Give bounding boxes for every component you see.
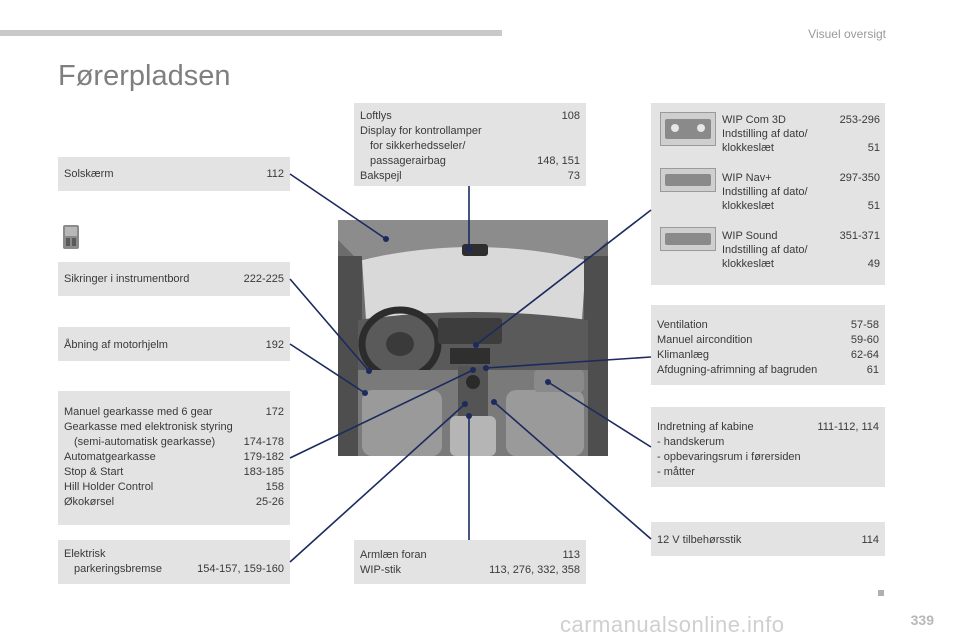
page-ref: 59-60 — [850, 334, 879, 346]
dashboard-illustration — [338, 220, 608, 456]
list-item: - måtter — [657, 466, 695, 478]
label: passagerairbag — [370, 155, 446, 167]
label: Manuel gearkasse med 6 gear — [64, 406, 213, 418]
label: Indstilling af dato/ — [722, 186, 808, 198]
page-ref: 51 — [867, 200, 880, 212]
label: klokkeslæt — [722, 142, 774, 154]
box-parkeringsbremse — [58, 540, 290, 584]
page-ref: 351-371 — [839, 230, 880, 242]
label: 12 V tilbehørsstik — [657, 534, 742, 546]
box-solskaerm — [58, 157, 290, 191]
page-ref: 192 — [265, 339, 284, 351]
label: Indretning af kabine — [657, 421, 754, 433]
label: Åbning af motorhjelm — [64, 339, 168, 351]
page-ref: 297-350 — [839, 172, 880, 184]
radio-wip-nav — [660, 168, 716, 192]
list-item: - opbevaringsrum i førersiden — [657, 451, 801, 463]
page-ref: 112 — [266, 168, 284, 180]
box-loftlys — [354, 103, 586, 186]
page-ref: 25-26 — [255, 496, 284, 508]
page-title: Førerpladsen — [58, 60, 231, 92]
box-indretning — [651, 407, 885, 487]
list-item: - handskerum — [657, 436, 725, 448]
page-ref: 111-112, 114 — [817, 421, 879, 433]
box-armlaen — [354, 540, 586, 584]
footer-dot — [878, 590, 884, 596]
label: Elektrisk — [64, 548, 106, 560]
box-gearkasse — [58, 391, 290, 525]
page-ref: 154-157, 159-160 — [197, 563, 284, 575]
label: Gearkasse med elektronisk styring — [64, 421, 233, 433]
box-sikringer — [58, 262, 290, 296]
page-ref: 174-178 — [243, 436, 284, 448]
label: parkeringsbremse — [74, 563, 163, 575]
label: Stop & Start — [64, 466, 124, 478]
label: for sikkerhedsseler/ — [370, 140, 466, 152]
wip-entry — [722, 229, 880, 271]
label: Ventilation — [657, 319, 708, 331]
page-ref: 179-182 — [243, 451, 284, 463]
label: WIP Nav+ — [722, 172, 772, 184]
page-ref: 61 — [866, 364, 879, 376]
fuse-icon — [62, 224, 80, 250]
label: klokkeslæt — [722, 200, 774, 212]
label: WIP Com 3D — [722, 114, 786, 126]
page-ref: 222-225 — [243, 273, 284, 285]
page-ref: 158 — [265, 481, 284, 493]
page-ref: 49 — [867, 258, 880, 270]
page-ref: 113 — [562, 549, 580, 561]
page-number: 339 — [910, 612, 934, 628]
page-ref: 183-185 — [243, 466, 284, 478]
page-ref: 51 — [867, 142, 880, 154]
label: klokkeslæt — [722, 258, 774, 270]
wip-entry — [722, 113, 880, 155]
page-ref: 57-58 — [850, 319, 879, 331]
radio-wip-com3d — [660, 112, 716, 146]
page-ref: 253-296 — [839, 114, 880, 126]
label: Loftlys — [360, 110, 392, 122]
label: Økokørsel — [64, 496, 115, 508]
label: Bakspejl — [360, 170, 402, 182]
page-ref: 113, 276, 332, 358 — [489, 564, 580, 576]
label: Indstilling af dato/ — [722, 244, 808, 256]
box-ventilation — [651, 305, 885, 385]
label: Afdugning-afrimning af bagruden — [657, 364, 818, 376]
label: Hill Holder Control — [64, 481, 154, 493]
label: Klimanlæg — [657, 349, 709, 361]
section-label: Visuel oversigt — [808, 27, 886, 41]
label: (semi-automatisk gearkasse) — [74, 436, 216, 448]
box-motorhjelm — [58, 327, 290, 361]
label: Manuel aircondition — [657, 334, 753, 346]
page-ref: 148, 151 — [537, 155, 580, 167]
radio-wip-sound — [660, 227, 716, 251]
label: Automatgearkasse — [64, 451, 156, 463]
label: WIP-stik — [360, 564, 401, 576]
page-ref: 108 — [561, 110, 580, 122]
label: Sikringer i instrumentbord — [64, 273, 190, 285]
page-ref: 73 — [567, 170, 580, 182]
page-ref: 114 — [861, 534, 879, 546]
watermark: carmanualsonline.info — [560, 612, 785, 637]
page-ref: 172 — [265, 406, 284, 418]
label: Solskærm — [64, 168, 114, 180]
header-rule — [0, 30, 502, 36]
label: WIP Sound — [722, 230, 778, 242]
wip-entry — [722, 171, 880, 213]
page-ref: 62-64 — [850, 349, 879, 361]
label: Indstilling af dato/ — [722, 128, 808, 140]
box-tilbehorsstik — [651, 522, 885, 556]
label: Display for kontrollamper — [360, 125, 482, 137]
label: Armlæn foran — [360, 549, 427, 561]
